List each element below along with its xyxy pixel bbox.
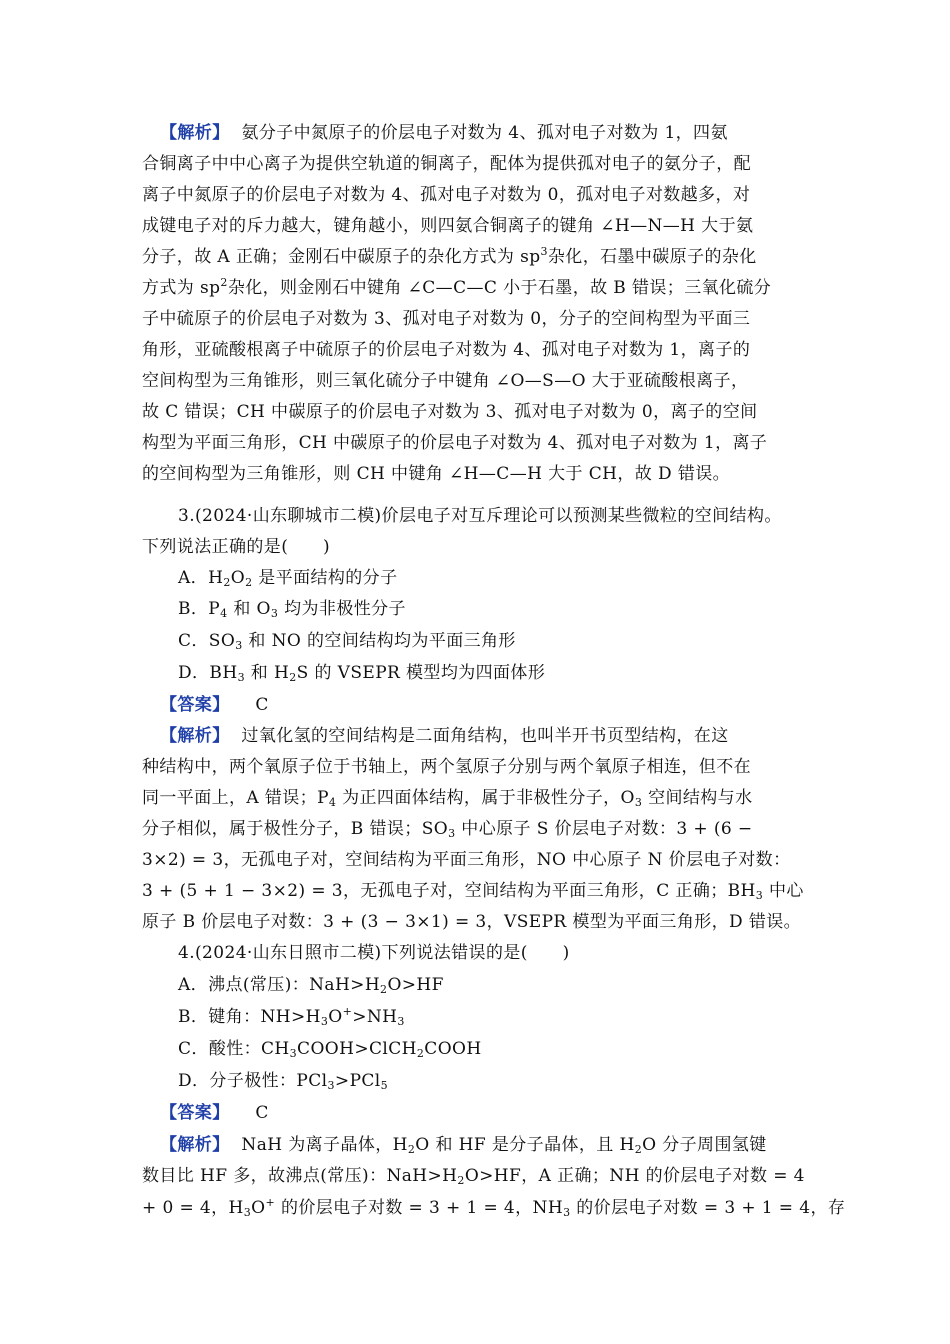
q4-option-a — [178, 970, 812, 1000]
analysis-tag: 【解析】 — [160, 1135, 230, 1155]
text: D．BH — [178, 663, 238, 683]
text: COOH>ClCH — [297, 1039, 417, 1059]
subscript: 2 — [289, 671, 297, 684]
subscript: 4 — [220, 607, 228, 620]
subscript: 3 — [235, 639, 243, 652]
text: C．酸性：CH — [178, 1039, 290, 1059]
text: 均为非极性分子 — [278, 599, 406, 619]
text: 的价层电子对数 = 3 + 1 = 4，存 — [570, 1198, 846, 1218]
subscript: 2 — [407, 1143, 416, 1156]
subscript: 3 — [289, 1047, 298, 1060]
analysis-tag: 【解析】 — [160, 123, 230, 143]
text: 为正四面体结构，属于非极性分子，O — [336, 788, 635, 808]
superscript: + — [265, 1196, 276, 1209]
text: 空间结构与水 — [642, 788, 753, 808]
q4-stem: 4.(2024·山东日照市二模)下列说法错误的是( ) — [178, 943, 570, 963]
answer-tag: 【答案】 — [160, 695, 230, 715]
text: O — [328, 1007, 343, 1027]
q3-option-c — [178, 626, 812, 656]
q2-analysis-line: 角形，亚硫酸根离子中硫原子的价层电子对数为 4、孤对电子对数为 1，离子的 — [142, 340, 751, 360]
text: O>HF，A 正确；NH 的价层电子对数 = 4 — [464, 1166, 805, 1186]
subscript: 3 — [448, 827, 456, 840]
text: >NH — [352, 1007, 398, 1027]
q2-analysis-line — [160, 118, 812, 148]
subscript: 3 — [320, 1015, 329, 1028]
subscript: 4 — [328, 796, 337, 809]
q2-analysis-line: 空间构型为三角锥形，则三氧化硫分子中键角 ∠O—S—O 大于亚硫酸根离子， — [142, 371, 749, 391]
text: 中心 — [763, 881, 804, 901]
subscript: 2 — [457, 1174, 465, 1187]
q3-analysis-line — [142, 783, 812, 813]
q2-analysis-line: 离子中氮原子的价层电子对数为 4、孤对电子对数为 0，孤对电子对数越多，对 — [142, 185, 751, 205]
answer-tag: 【答案】 — [160, 1103, 230, 1123]
subscript: 3 — [397, 1015, 405, 1028]
answer-value: C — [255, 1103, 269, 1123]
q2-analysis-line — [142, 273, 812, 303]
answer-value: C — [255, 695, 269, 715]
subscript: 2 — [245, 576, 253, 589]
text: COOH — [424, 1039, 482, 1059]
q3-analysis-line — [142, 876, 812, 906]
text: 和 H — [244, 663, 290, 683]
text: >PCl — [334, 1071, 381, 1091]
text: 3 + (5 + 1 − 3×2) = 3，无孤电子对，空间结构为平面三角形，C 正确；BH — [142, 881, 756, 901]
text: O — [230, 568, 246, 588]
q3-option-a — [178, 563, 812, 593]
q3-stem: 3.(2024·山东聊城市二模)价层电子对互斥理论可以预测某些微粒的空间结构。 — [178, 506, 782, 526]
text: A．沸点(常压)：NaH>H — [178, 975, 381, 995]
subscript: 3 — [755, 889, 764, 902]
q3-option-d — [178, 658, 812, 688]
subscript: 5 — [380, 1079, 389, 1092]
text: O>HF — [387, 975, 444, 995]
q4-option-b — [178, 1002, 812, 1032]
text: 过氧化氢的空间结构是二面角结构，也叫半开书页型结构，在这 — [241, 726, 729, 746]
text: O — [251, 1198, 266, 1218]
q3-analysis-line: 种结构中，两个氧原子位于书轴上，两个氢原子分别与两个氧原子相连，但不在 — [142, 757, 751, 777]
text: 和 O — [227, 599, 271, 619]
subscript: 3 — [237, 671, 245, 684]
q3-answer — [160, 690, 812, 720]
q2-analysis-line: 构型为平面三角形，CH 中碳原子的价层电子对数为 4、孤对电子对数为 1，离子 — [142, 433, 768, 453]
text: B．P — [178, 599, 221, 619]
superscript: 3 — [540, 245, 548, 258]
subscript: 3 — [327, 1079, 335, 1092]
text: C．SO — [178, 631, 236, 651]
text: 氨分子中氮原子的价层电子对数为 4、孤对电子对数为 1，四氨 — [241, 123, 728, 143]
q4-answer — [160, 1098, 812, 1128]
q3-analysis-line: 原子 B 价层电子对数：3 + (3 − 3×1) = 3，VSEPR 模型为平面三角形，D 错误。 — [142, 912, 802, 932]
subscript: 3 — [270, 607, 279, 620]
q2-analysis-line: 合铜离子中中心离子为提供空轨道的铜离子，配体为提供孤对电子的氨分子，配 — [142, 154, 751, 174]
q2-analysis-line: 成键电子对的斥力越大，键角越小，则四氨合铜离子的键角 ∠H—N—H 大于氨 — [142, 216, 754, 236]
q2-analysis-line: 子中硫原子的价层电子对数为 3、孤对电子对数为 0，分子的空间构型为平面三 — [142, 309, 751, 329]
q4-analysis-line — [160, 1130, 812, 1160]
q4-analysis-line — [142, 1193, 846, 1223]
text: 杂化，石墨中碳原子的杂化 — [547, 247, 757, 267]
q2-analysis-line: 的空间构型为三角锥形，则 CH 中键角 ∠H—C—H 大于 CH，故 D 错误。 — [142, 464, 731, 484]
text: 方式为 sp — [142, 278, 221, 298]
text: 分子相似，属于极性分子，B 错误；SO — [142, 819, 449, 839]
superscript: 2 — [220, 276, 228, 289]
q4-option-d — [178, 1066, 812, 1096]
subscript: 3 — [243, 1206, 252, 1219]
text: O 分子周围氢键 — [642, 1135, 767, 1155]
q3-option-b — [178, 594, 812, 624]
text: S 的 VSEPR 模型均为四面体形 — [296, 663, 546, 683]
subscript: 2 — [223, 576, 231, 589]
q3-analysis-line — [160, 721, 812, 751]
text: 和 NO 的空间结构均为平面三角形 — [242, 631, 516, 651]
subscript: 2 — [416, 1047, 425, 1060]
q2-analysis-line — [142, 242, 812, 272]
subscript: 3 — [634, 796, 643, 809]
text: 中心原子 S 价层电子对数：3 + (6 − — [455, 819, 753, 839]
q4-analysis-line — [142, 1161, 812, 1191]
text: 的价层电子对数 = 3 + 1 = 4，NH — [275, 1198, 564, 1218]
q2-analysis-line: 故 C 错误；CH 中碳原子的价层电子对数为 3、孤对电子对数为 0，离子的空间 — [142, 402, 758, 422]
text: 分子，故 A 正确；金刚石中碳原子的杂化方式为 sp — [142, 247, 541, 267]
text: + 0 = 4，H — [142, 1198, 244, 1218]
text: 数目比 HF 多，故沸点(常压)：NaH>H — [142, 1166, 458, 1186]
q3-stem: 下列说法正确的是( ) — [142, 537, 331, 557]
q3-analysis-line: 3×2) = 3，无孤电子对，空间结构为平面三角形，NO 中心原子 N 价层电子对数： — [142, 850, 791, 870]
q3-analysis-line — [142, 814, 812, 844]
subscript: 2 — [634, 1143, 643, 1156]
subscript: 2 — [380, 983, 388, 996]
text: O 和 HF 是分子晶体，且 H — [415, 1135, 635, 1155]
text: D．分子极性：PCl — [178, 1071, 328, 1091]
text: 杂化，则金刚石中键角 ∠C—C—C 小于石墨，故 B 错误；三氧化硫分 — [227, 278, 772, 298]
text: B．键角：NH>H — [178, 1007, 321, 1027]
text: A．H — [178, 568, 224, 588]
subscript: 3 — [563, 1206, 571, 1219]
superscript: + — [342, 1005, 353, 1018]
q4-option-c — [178, 1034, 812, 1064]
analysis-tag: 【解析】 — [160, 726, 230, 746]
text: NaH 为离子晶体，H — [241, 1135, 408, 1155]
text: 是平面结构的分子 — [252, 568, 398, 588]
text: 同一平面上，A 错误；P — [142, 788, 329, 808]
